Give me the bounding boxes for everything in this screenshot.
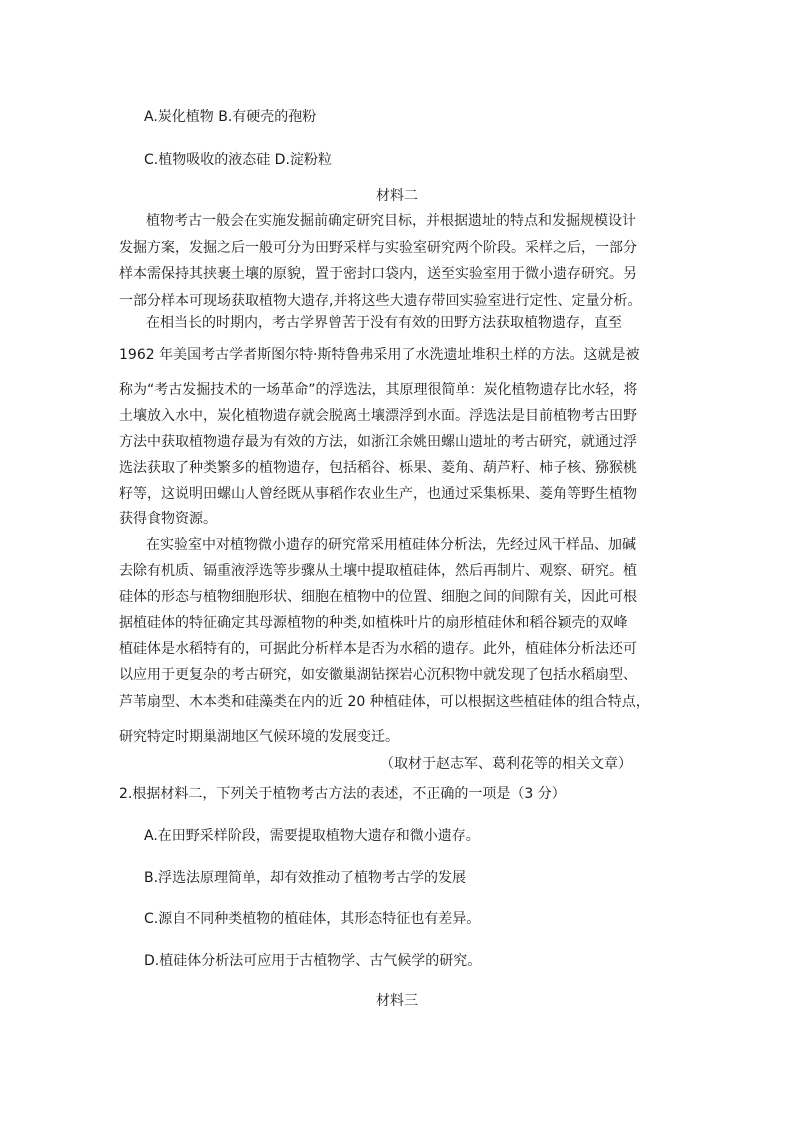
material-2-heading: 材料二 [376,188,418,204]
paragraph-line: 获得食物资源。 [119,511,217,527]
paragraph-line: 一部分样本可现场获取植物大遗存,并将这些大遗存带回实验室进行定性、定量分析。 [119,293,642,309]
paragraph-line: 称为“考古发掘技术的一场革命”的浮选法，其原理很简单：炭化植物遗存比水轻，将 [119,382,638,398]
paragraph-line: 土壤放入水中，炭化植物遗存就会脱离土壤漂浮到水面。浮选法是目前植物考古田野 [119,408,637,424]
paragraph-line: 发掘方案，发掘之后一般可分为田野采样与实验室研究两个阶段。采样之后，一部分 [119,240,637,256]
paragraph-line: 以应用于更复杂的考古研究，如安徽巢湖钻探岩心沉积物中就发现了包括水稻扇型、 [119,667,637,683]
paragraph-line: 在实验室中对植物微小遗存的研究常采用植硅体分析法，先经过风干样品、加碱 [146,537,636,553]
paragraph-line: 籽等，这说明田螺山人曾经既从事稻作农业生产，也通过采集栎果、菱角等野生植物 [119,486,637,502]
material-3-heading: 材料三 [376,993,418,1009]
paragraph-line: 据植硅体的特征确定其母源植物的种类,如植株叶片的扇形植硅休和稻谷颖壳的双峰 [119,615,628,631]
paragraph-line: 植硅体是水稻特有的，可据此分析样本是否为水稻的遗存。此外，植硅体分析法还可 [119,641,637,657]
option-b: B.浮选法原理简单，却有效推动了植物考古学的发展 [144,870,467,886]
paragraph-line: 选法获取了种类繁多的植物遗存，包括稻谷、栎果、菱角、葫芦籽、柿子核、猕猴桃 [119,460,637,476]
paragraph-line: 方法中获取植物遗存最为有效的方法，如浙江余姚田螺山遗址的考古研究，就通过浮 [119,434,637,450]
paragraph-line: 1962 年美国考古学者斯图尔特·斯特鲁弗采用了水洗遗址堆积土样的方法。这就是被 [119,347,640,363]
option-a: A.在田野采样阶段，需要提取植物大遗存和微小遗存。 [144,828,480,844]
paragraph-line: 在相当长的时期内，考古学界曾苦于没有有效的田野方法获取植物遗存，直至 [146,315,622,331]
option-d: D.植硅体分析法可应用于古植物学、古气候学的研究。 [144,953,482,969]
paragraph-line: 去除有机质、镉重液浮选等步骤从土壤中提取植硅体，然后再制片、观察、研究。植 [119,563,637,579]
question-2-stem: 2.根据材料二，下列关于植物考古方法的表述，不正确的一项是（3 分） [119,786,566,802]
option-c: C.源自不同种类植物的植硅体，其形态特征也有差异。 [144,911,481,927]
option-c-d: C.植物吸收的液态硅 D.淀粉粒 [144,152,332,168]
source-citation: （取材于赵志军、葛利花等的相关文章） [380,756,632,772]
paragraph-line: 植物考古一般会在实施发掘前确定研究目标，并根据遗址的特点和发掘规模设计 [146,213,636,229]
paragraph-line: 硅体的形态与植物细胞形状、细胞在植物中的位置、细胞之间的间隙有关，因此可根 [119,589,637,605]
paragraph-line: 样本需保持其挟裹土壤的原貌，置于密封口袋内，送至实验室用于微小遗存研究。另 [119,266,637,282]
paragraph-line: 研究特定时期巢湖地区气候环境的发展变迁。 [119,729,399,745]
option-a-b: A.炭化植物 B.有硬壳的孢粉 [144,109,317,125]
paragraph-line: 芦苇扇型、木本类和硅藻类在内的近 20 种植硅体，可以根据这些植硅体的组合特点， [119,694,650,710]
